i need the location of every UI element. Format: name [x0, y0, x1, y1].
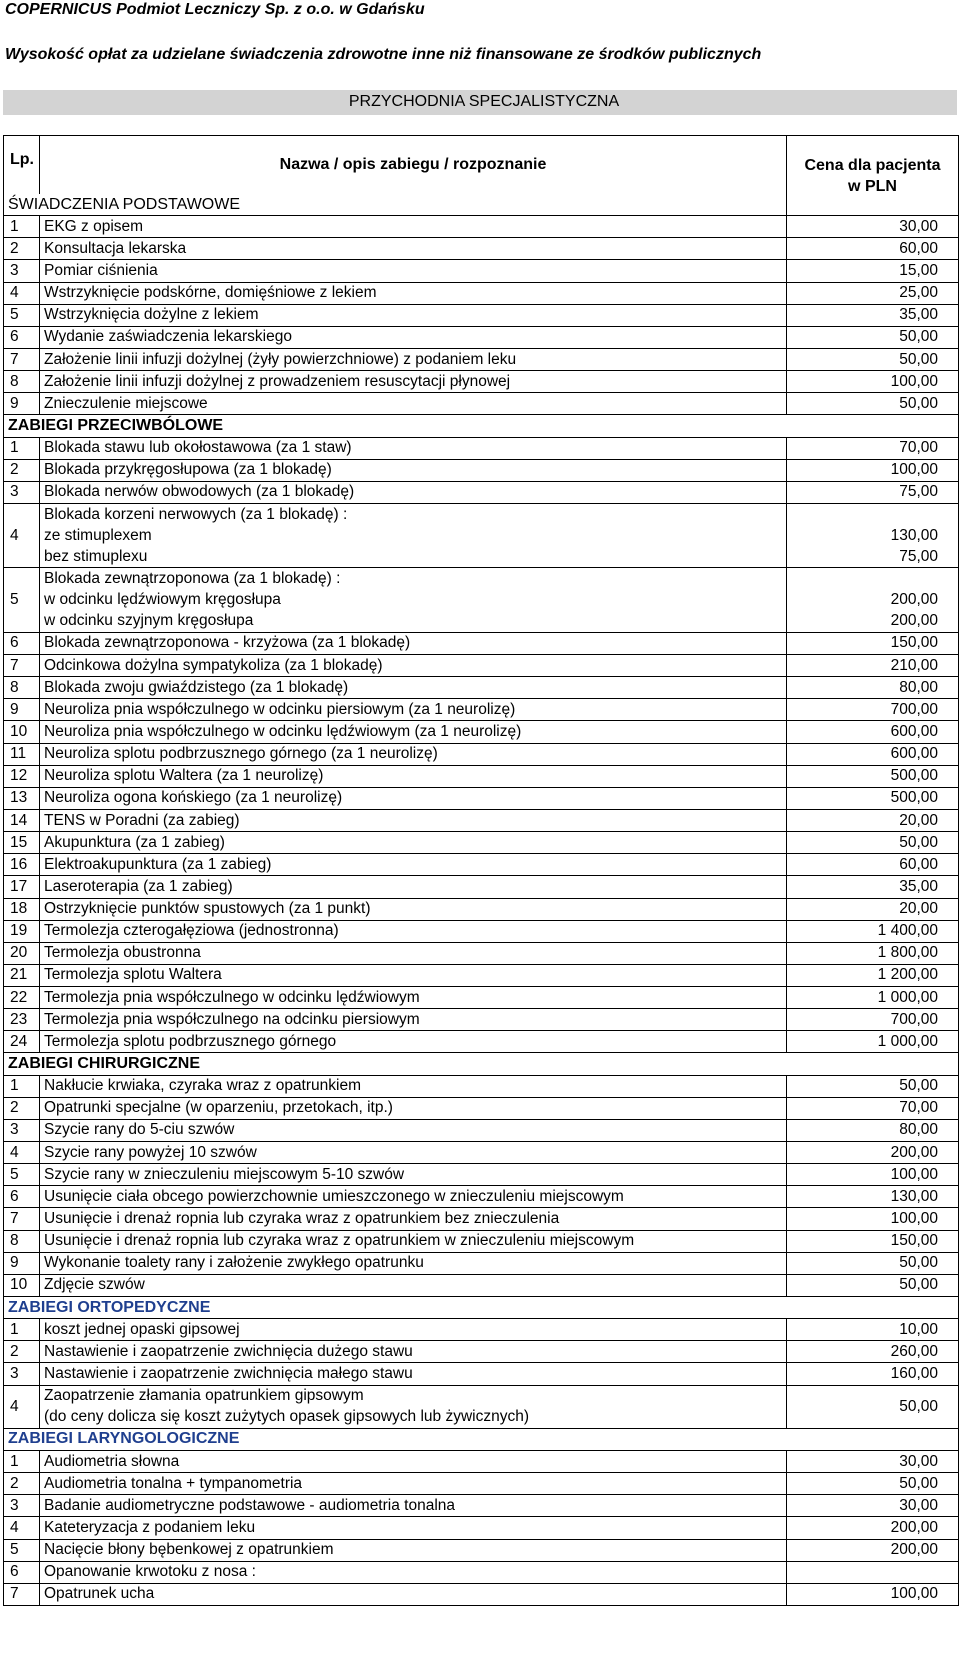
row-price: 20,00 [787, 809, 959, 831]
row-number: 3 [4, 1363, 40, 1385]
row-price: 700,00 [787, 699, 959, 721]
row-name: Wstrzyknięcia dożylne z lekiem [40, 304, 787, 326]
table-row [4, 964, 959, 986]
row-name: Blokada zewnątrzoponowa - krzyżowa (za 1 blokadę) [40, 632, 787, 654]
row-price: 75,00 [787, 481, 959, 503]
row-name: Opanowanie krwotoku z nosa : [40, 1561, 787, 1583]
row-price: 25,00 [787, 282, 959, 304]
row-price: 600,00 [787, 721, 959, 743]
table-row [4, 1142, 959, 1164]
table-row [4, 1097, 959, 1119]
row-number: 14 [4, 809, 40, 831]
column-header-name: Nazwa / opis zabiegu / rozpoznanie [40, 136, 787, 195]
row-name: Nacięcie błony bębenkowej z opatrunkiem [40, 1539, 787, 1561]
row-price: 260,00 [787, 1341, 959, 1363]
table-row [4, 459, 959, 481]
row-price: 50,00 [787, 326, 959, 348]
row-price: 100,00 [787, 1583, 959, 1605]
table-row-group [4, 503, 959, 525]
table-row [4, 654, 959, 676]
row-price: 80,00 [787, 677, 959, 699]
table-row [4, 1119, 959, 1141]
row-number: 23 [4, 1009, 40, 1031]
table-row [4, 832, 959, 854]
row-price: 130,00 [787, 525, 959, 546]
row-price: 50,00 [787, 832, 959, 854]
row-price: 50,00 [787, 393, 959, 415]
row-number: 6 [4, 1186, 40, 1208]
row-name: koszt jednej opaski gipsowej [40, 1319, 787, 1341]
table-row [4, 1075, 959, 1097]
row-number: 7 [4, 348, 40, 370]
table-row-group [4, 1385, 959, 1407]
row-name: Termolezja pnia współczulnego w odcinku lędźwiowym [40, 987, 787, 1009]
table-row [4, 1252, 959, 1274]
row-number: 1 [4, 437, 40, 459]
row-group-title: Blokada korzeni nerwowych (za 1 blokadę) : [40, 503, 787, 525]
row-price: 160,00 [787, 1363, 959, 1385]
row-group-title: Blokada zewnątrzoponowa (za 1 blokadę) : [40, 568, 787, 590]
row-number: 13 [4, 787, 40, 809]
table-row [4, 393, 959, 415]
table-row-group [4, 568, 959, 590]
row-number: 5 [4, 304, 40, 326]
row-name: Opatrunek ucha [40, 1583, 787, 1605]
row-name: Neuroliza pnia współczulnego w odcinku piersiowym (za 1 neurolizę) [40, 699, 787, 721]
table-row [4, 348, 959, 370]
row-number: 6 [4, 326, 40, 348]
table-row [4, 304, 959, 326]
row-name: Wykonanie toalety rany i założenie zwykłego opatrunku [40, 1252, 787, 1274]
table-row [4, 898, 959, 920]
row-number: 4 [4, 1517, 40, 1539]
row-price: 150,00 [787, 1230, 959, 1252]
row-name: bez stimuplexu [40, 546, 787, 568]
table-row [4, 1164, 959, 1186]
row-price: 50,00 [787, 1473, 959, 1495]
table-row [4, 481, 959, 503]
row-price: 200,00 [787, 1142, 959, 1164]
row-price: 200,00 [787, 1539, 959, 1561]
row-number: 5 [4, 568, 40, 632]
table-row [4, 546, 959, 568]
institution-title: COPERNICUS Podmiot Leczniczy Sp. z o.o. w Gdańsku [5, 1, 425, 18]
row-name: Szycie rany powyżej 10 szwów [40, 1142, 787, 1164]
row-number: 8 [4, 1230, 40, 1252]
table-row [4, 987, 959, 1009]
row-number: 7 [4, 654, 40, 676]
section-title-laryngologiczne: ZABIEGI LARYNGOLOGICZNE [4, 1428, 959, 1450]
row-number: 3 [4, 481, 40, 503]
row-price-empty [787, 503, 959, 525]
table-row [4, 787, 959, 809]
row-name: Termolezja pnia współczulnego na odcinku piersiowym [40, 1009, 787, 1031]
row-price: 100,00 [787, 1164, 959, 1186]
row-number: 18 [4, 898, 40, 920]
row-number: 6 [4, 1561, 40, 1583]
row-price: 60,00 [787, 238, 959, 260]
row-name: Założenie linii infuzji dożylnej z prowadzeniem resuscytacji płynowej [40, 371, 787, 393]
row-number: 2 [4, 238, 40, 260]
row-name: Ostrzyknięcie punktów spustowych (za 1 punkt) [40, 898, 787, 920]
row-number: 11 [4, 743, 40, 765]
row-name: Audiometria tonalna + tympanometria [40, 1473, 787, 1495]
row-number: 17 [4, 876, 40, 898]
row-name: Elektroakupunktura (za 1 zabieg) [40, 854, 787, 876]
row-price: 1 000,00 [787, 987, 959, 1009]
table-header-row [4, 136, 959, 195]
row-price: 100,00 [787, 1208, 959, 1230]
row-price: 30,00 [787, 1451, 959, 1473]
section-title-przeciwbolowe: ZABIEGI PRZECIWBÓLOWE [4, 415, 959, 437]
row-number: 6 [4, 632, 40, 654]
row-price: 50,00 [787, 1385, 959, 1428]
row-price: 1 800,00 [787, 942, 959, 964]
row-number: 4 [4, 282, 40, 304]
row-name: Znieczulenie miejscowe [40, 393, 787, 415]
row-price: 35,00 [787, 304, 959, 326]
column-header-lp: Lp. [4, 136, 40, 195]
row-number: 9 [4, 699, 40, 721]
row-name: Neuroliza ogona końskiego (za 1 neurolizę) [40, 787, 787, 809]
row-number: 10 [4, 1274, 40, 1296]
table-row [4, 437, 959, 459]
row-number: 20 [4, 942, 40, 964]
row-number: 8 [4, 677, 40, 699]
document-subtitle: Wysokość opłat za udzielane świadczenia zdrowotne inne niż finansowane ze środków publicznych [5, 46, 762, 63]
section-row [4, 1428, 959, 1450]
row-number: 3 [4, 1495, 40, 1517]
table-row [4, 590, 959, 611]
row-number: 9 [4, 393, 40, 415]
row-number: 8 [4, 371, 40, 393]
row-price: 210,00 [787, 654, 959, 676]
row-number: 2 [4, 1341, 40, 1363]
table-row [4, 1319, 959, 1341]
row-price: 100,00 [787, 459, 959, 481]
row-price [787, 1561, 959, 1583]
row-name: Neuroliza splotu podbrzusznego górnego (za 1 neurolizę) [40, 743, 787, 765]
row-name: Blokada zwoju gwiaździstego (za 1 blokadę) [40, 677, 787, 699]
row-price: 1 400,00 [787, 920, 959, 942]
table-row [4, 942, 959, 964]
row-name: Kateteryzacja z podaniem leku [40, 1517, 787, 1539]
table-row [4, 238, 959, 260]
table-row [4, 1561, 959, 1583]
row-number: 4 [4, 1142, 40, 1164]
row-price: 700,00 [787, 1009, 959, 1031]
row-number: 3 [4, 260, 40, 282]
row-number: 19 [4, 920, 40, 942]
row-name: Termolezja obustronna [40, 942, 787, 964]
row-name: w odcinku szyjnym kręgosłupa [40, 611, 787, 633]
row-name: Nastawienie i zaopatrzenie zwichnięcia dużego stawu [40, 1341, 787, 1363]
section-title-podstawowe: ŚWIADCZENIA PODSTAWOWE [4, 194, 787, 216]
row-number: 1 [4, 1451, 40, 1473]
row-price: 30,00 [787, 216, 959, 238]
table-row [4, 1031, 959, 1053]
table-row [4, 1363, 959, 1385]
row-price: 70,00 [787, 437, 959, 459]
row-price: 500,00 [787, 765, 959, 787]
row-price: 80,00 [787, 1119, 959, 1141]
row-number: 10 [4, 721, 40, 743]
table-row [4, 1274, 959, 1296]
table-row [4, 765, 959, 787]
row-price: 50,00 [787, 348, 959, 370]
table-row [4, 809, 959, 831]
row-name: Wstrzyknięcie podskórne, domięśniowe z lekiem [40, 282, 787, 304]
row-name: Szycie rany w znieczuleniu miejscowym 5-10 szwów [40, 1164, 787, 1186]
row-number: 1 [4, 1075, 40, 1097]
section-row [4, 1297, 959, 1319]
row-name: Opatrunki specjalne (w oparzeniu, przetokach, itp.) [40, 1097, 787, 1119]
table-row [4, 1009, 959, 1031]
table-row [4, 1473, 959, 1495]
row-name: Odcinkowa dożylna sympatykoliza (za 1 blokadę) [40, 654, 787, 676]
row-number: 12 [4, 765, 40, 787]
row-price: 15,00 [787, 260, 959, 282]
row-number: 7 [4, 1583, 40, 1605]
row-price: 50,00 [787, 1075, 959, 1097]
row-name: Neuroliza splotu Waltera (za 1 neurolizę) [40, 765, 787, 787]
table-row [4, 1583, 959, 1605]
row-number: 22 [4, 987, 40, 1009]
row-number: 4 [4, 503, 40, 567]
row-price: 50,00 [787, 1274, 959, 1296]
table-row [4, 677, 959, 699]
row-name: Nastawienie i zaopatrzenie zwichnięcia małego stawu [40, 1363, 787, 1385]
row-name: Pomiar ciśnienia [40, 260, 787, 282]
row-price: 130,00 [787, 1186, 959, 1208]
row-note: (do ceny dolicza się koszt zużytych opasek gipsowych lub żywicznych) [40, 1407, 787, 1429]
row-price-empty [787, 568, 959, 590]
table-row [4, 282, 959, 304]
table-row [4, 920, 959, 942]
row-number: 15 [4, 832, 40, 854]
row-name: Wydanie zaświadczenia lekarskiego [40, 326, 787, 348]
section-title-chirurgiczne: ZABIEGI CHIRURGICZNE [4, 1053, 959, 1075]
row-name: Akupunktura (za 1 zabieg) [40, 832, 787, 854]
row-name: ze stimuplexem [40, 525, 787, 546]
table-row [4, 632, 959, 654]
row-name: Termolezja splotu Waltera [40, 964, 787, 986]
row-name: Szycie rany do 5-ciu szwów [40, 1119, 787, 1141]
row-price: 20,00 [787, 898, 959, 920]
row-name: Badanie audiometryczne podstawowe - audiometria tonalna [40, 1495, 787, 1517]
row-price: 200,00 [787, 611, 959, 633]
table-row [4, 1451, 959, 1473]
row-price: 60,00 [787, 854, 959, 876]
column-header-price: Cena dla pacjenta w PLN [787, 136, 959, 216]
section-title-ortopedyczne: ZABIEGI ORTOPEDYCZNE [4, 1297, 959, 1319]
row-price: 200,00 [787, 1517, 959, 1539]
row-name: Nakłucie krwiaka, czyraka wraz z opatrunkiem [40, 1075, 787, 1097]
table-row [4, 525, 959, 546]
row-name: TENS w Poradni (za zabieg) [40, 809, 787, 831]
row-name: Usunięcie i drenaż ropnia lub czyraka wraz z opatrunkiem w znieczuleniu miejscowym [40, 1230, 787, 1252]
table-row [4, 1539, 959, 1561]
row-number: 1 [4, 1319, 40, 1341]
table-row [4, 1186, 959, 1208]
row-price: 500,00 [787, 787, 959, 809]
row-name: Audiometria słowna [40, 1451, 787, 1473]
row-price: 100,00 [787, 371, 959, 393]
row-price: 30,00 [787, 1495, 959, 1517]
row-name: Założenie linii infuzji dożylnej (żyły powierzchniowe) z podaniem leku [40, 348, 787, 370]
table-row [4, 1230, 959, 1252]
row-number: 9 [4, 1252, 40, 1274]
row-number: 1 [4, 216, 40, 238]
row-number: 21 [4, 964, 40, 986]
section-row [4, 415, 959, 437]
table-row [4, 699, 959, 721]
table-row [4, 1208, 959, 1230]
row-price: 150,00 [787, 632, 959, 654]
section-row [4, 1053, 959, 1075]
row-price: 75,00 [787, 546, 959, 568]
row-name: Termolezja czterogałęziowa (jednostronna) [40, 920, 787, 942]
table-row [4, 721, 959, 743]
row-name: Zaopatrzenie złamania opatrunkiem gipsowym [40, 1385, 787, 1407]
row-price: 600,00 [787, 743, 959, 765]
row-name: Konsultacja lekarska [40, 238, 787, 260]
row-number: 3 [4, 1119, 40, 1141]
row-number: 4 [4, 1385, 40, 1428]
row-price: 200,00 [787, 590, 959, 611]
table-row [4, 371, 959, 393]
row-name: Blokada przykręgosłupowa (za 1 blokadę) [40, 459, 787, 481]
row-price: 50,00 [787, 1252, 959, 1274]
table-row [4, 326, 959, 348]
row-price: 1 000,00 [787, 1031, 959, 1053]
row-name: Usunięcie i drenaż ropnia lub czyraka wraz z opatrunkiem bez znieczulenia [40, 1208, 787, 1230]
clinic-band [3, 90, 957, 115]
row-name: Laseroterapia (za 1 zabieg) [40, 876, 787, 898]
row-number: 5 [4, 1539, 40, 1561]
row-price: 70,00 [787, 1097, 959, 1119]
row-number: 2 [4, 1097, 40, 1119]
row-name: Usunięcie ciała obcego powierzchownie umieszczonego w znieczuleniu miejscowym [40, 1186, 787, 1208]
table-row [4, 260, 959, 282]
table-row [4, 216, 959, 238]
table-row [4, 611, 959, 633]
table-row [4, 1341, 959, 1363]
row-name: Neuroliza pnia współczulnego w odcinku lędźwiowym (za 1 neurolizę) [40, 721, 787, 743]
row-number: 24 [4, 1031, 40, 1053]
table-row [4, 854, 959, 876]
row-number: 7 [4, 1208, 40, 1230]
row-number: 2 [4, 1473, 40, 1495]
clinic-name: PRZYCHODNIA SPECJALISTYCZNA [348, 93, 620, 110]
row-name: Blokada stawu lub okołostawowa (za 1 staw) [40, 437, 787, 459]
table-row [4, 1495, 959, 1517]
table-row [4, 876, 959, 898]
row-number: 16 [4, 854, 40, 876]
price-table [3, 135, 959, 1606]
table-row [4, 743, 959, 765]
table-row [4, 1517, 959, 1539]
row-name: Zdjęcie szwów [40, 1274, 787, 1296]
row-number: 5 [4, 1164, 40, 1186]
row-name: EKG z opisem [40, 216, 787, 238]
row-price: 35,00 [787, 876, 959, 898]
row-name: w odcinku lędźwiowym kręgosłupa [40, 590, 787, 611]
row-number: 2 [4, 459, 40, 481]
row-name: Blokada nerwów obwodowych (za 1 blokadę) [40, 481, 787, 503]
row-price: 1 200,00 [787, 964, 959, 986]
row-name: Termolezja splotu podbrzusznego górnego [40, 1031, 787, 1053]
row-price: 10,00 [787, 1319, 959, 1341]
